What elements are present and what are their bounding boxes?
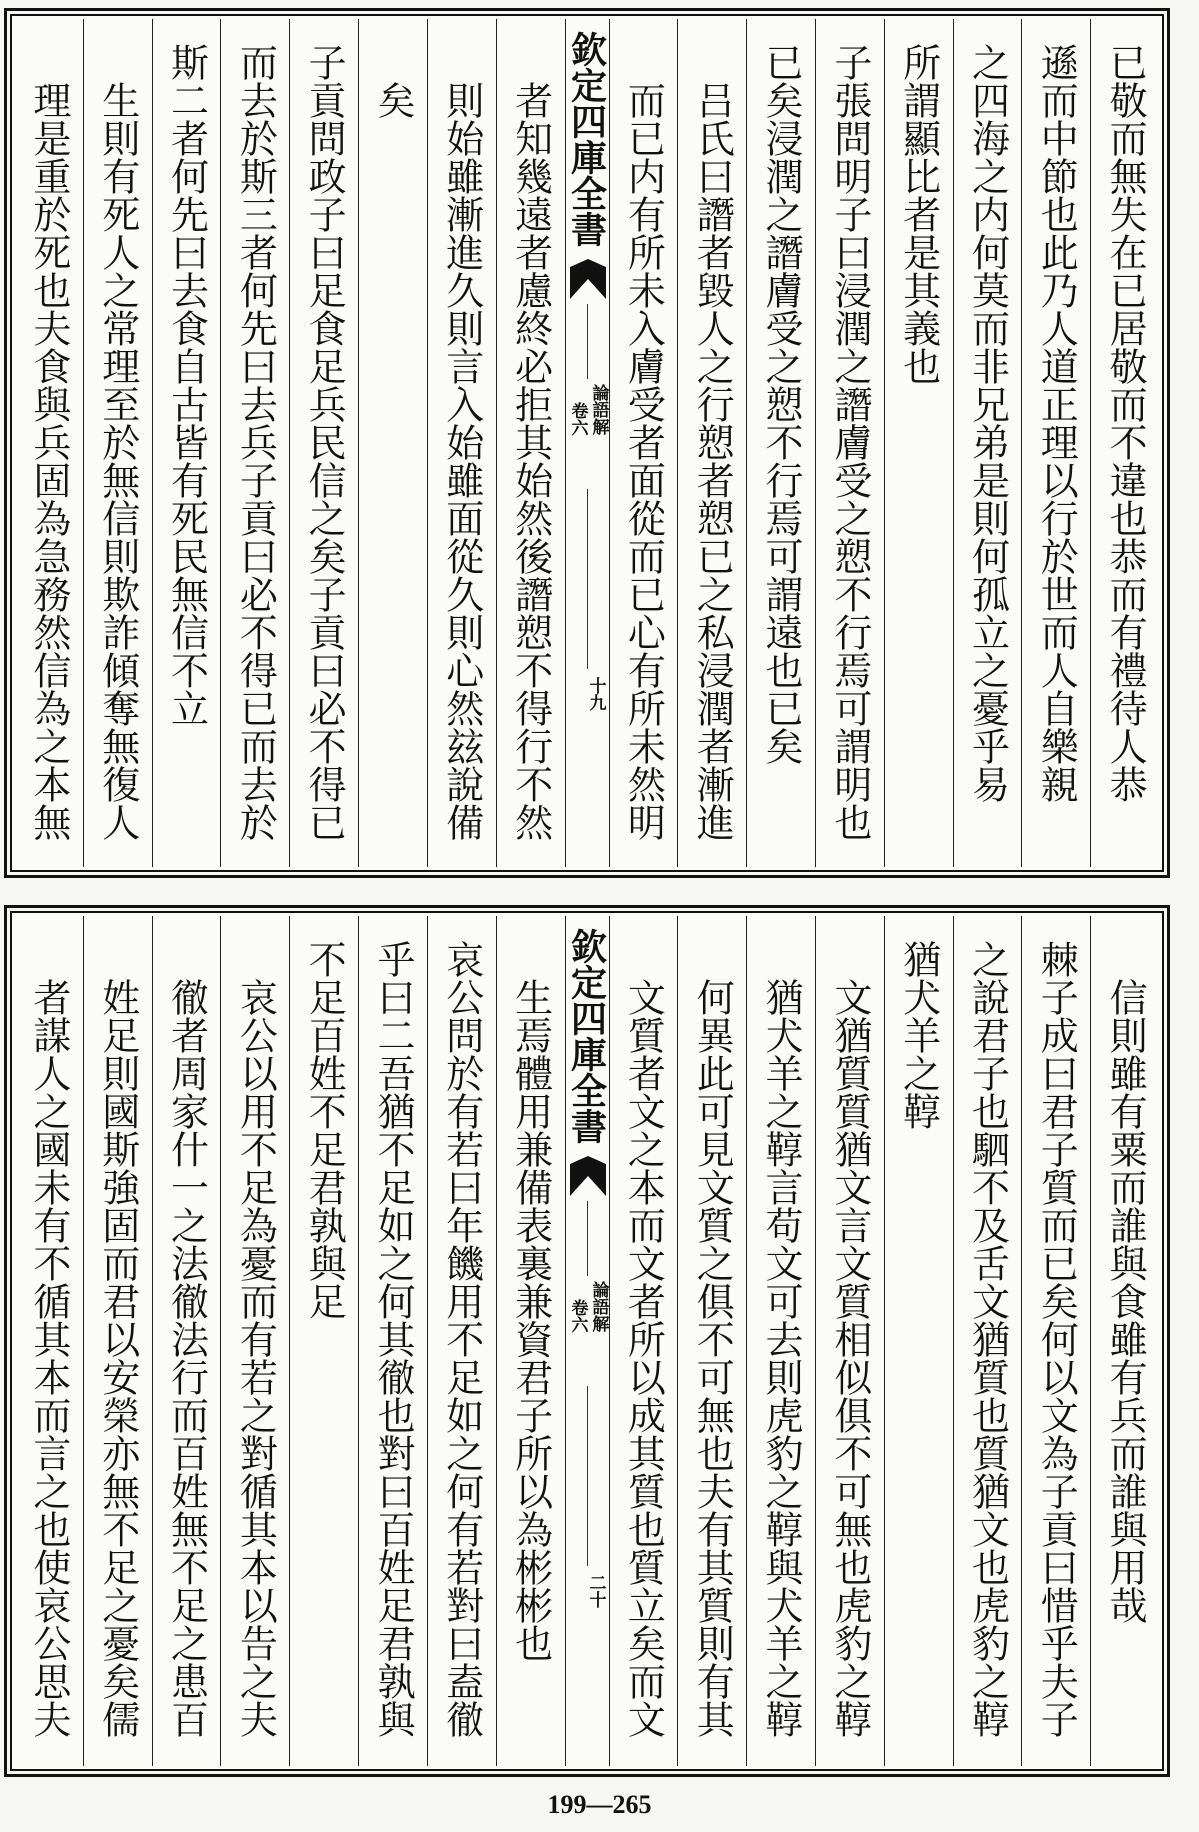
text-column <box>884 916 953 1766</box>
column-text: 哀公以用不足為憂而有若之對循其本以告之夫 <box>233 978 278 1738</box>
text-column <box>815 916 884 1766</box>
book-label <box>566 384 609 474</box>
column-text: 者謀人之國未有不循其本而言之也使哀公思夫 <box>26 978 71 1738</box>
page-number: 二十 <box>585 1574 606 1608</box>
column-text: 徹者周家什一之法徹法行而百姓無不足之患百 <box>164 978 209 1738</box>
column-text: 文質者文之本而文者所以成其質也質立矣而文 <box>621 978 666 1738</box>
text-column <box>358 916 427 1766</box>
text-column <box>15 916 83 1766</box>
column-text: 何異此可見文質之俱不可無也夫有其質則有其 <box>690 978 735 1738</box>
text-column <box>609 19 678 867</box>
bottom-page-columns <box>15 916 1159 1766</box>
column-text: 而去於斯三者何先曰去兵子貢曰必不得已而去於 <box>233 43 278 841</box>
book-title: 論語解 <box>588 1281 609 1332</box>
column-text: 所謂顯比者是其義也 <box>896 43 941 385</box>
text-column <box>220 916 289 1766</box>
column-text: 之說君子也駟不及舌文猶質也質猶文也虎豹之鞟 <box>965 940 1010 1738</box>
fish-tail-mark-icon <box>570 259 606 299</box>
column-text: 而已内有所未入膚受者面從而已心有所未然明 <box>621 81 666 841</box>
text-column <box>83 19 152 867</box>
volume-label: 卷六 <box>567 402 588 436</box>
bottom-page <box>4 905 1170 1777</box>
column-text: 已敬而無失在已居敬而不違也恭而有禮待人恭 <box>1103 43 1148 803</box>
fold-rule <box>587 304 588 379</box>
text-column <box>427 916 496 1766</box>
page-reference: 199—265 <box>547 1790 652 1819</box>
column-text: 子張問明子曰浸潤之譖膚受之愬不行焉可謂明也 <box>827 43 872 841</box>
column-text: 之四海之内何莫而非兄弟是則何孤立之憂乎易 <box>965 43 1010 803</box>
fold-rule <box>587 489 588 669</box>
column-text: 信則雖有粟而誰與食雖有兵而誰與用哉 <box>1103 978 1148 1624</box>
text-column <box>427 19 496 867</box>
column-text: 猶犬羊之鞟 <box>896 940 941 1130</box>
text-column <box>1021 916 1090 1766</box>
fish-tail-mark-icon <box>570 1156 606 1196</box>
text-column <box>496 19 565 867</box>
text-column <box>1090 19 1159 867</box>
column-text: 乎曰二吾猶不足如之何其徹也對曰百姓足君孰與 <box>370 940 415 1738</box>
text-column <box>289 916 358 1766</box>
text-column <box>289 19 358 867</box>
column-text: 斯二者何先曰去食自古皆有死民無信不立 <box>164 43 209 727</box>
text-column <box>15 19 83 867</box>
text-column <box>609 916 678 1766</box>
text-column <box>677 19 746 867</box>
column-text: 生則有死人之常理至於無信則欺詐傾奪無復人 <box>95 81 140 841</box>
column-text: 則始雖漸進久則言入始雖面從久則心然玆說備 <box>439 81 484 841</box>
text-column <box>83 916 152 1766</box>
text-column <box>1090 916 1159 1766</box>
column-text: 子貢問政子曰足食足兵民信之矣子貢曰必不得已 <box>302 43 347 841</box>
collection-title: 欽定四庫全書 <box>565 31 608 247</box>
column-text: 姓足則國斯強固而君以安榮亦無不足之憂矣儒 <box>95 978 140 1738</box>
text-column <box>746 916 815 1766</box>
text-column <box>815 19 884 867</box>
column-text: 文猶質質猶文言文質相似俱不可無也虎豹之鞟 <box>827 978 872 1738</box>
column-text: 者知幾遠者慮終必拒其始然後譖愬不得行不然 <box>508 81 553 841</box>
collection-title: 欽定四庫全書 <box>565 928 608 1144</box>
column-text: 理是重於死也夫食與兵固為急務然信為之本無 <box>26 81 71 841</box>
text-column <box>953 916 1022 1766</box>
text-column <box>152 916 221 1766</box>
text-column <box>496 916 565 1766</box>
text-column <box>884 19 953 867</box>
text-column <box>953 19 1022 867</box>
fold-rule <box>587 1201 588 1276</box>
top-page-columns <box>15 19 1159 867</box>
column-text: 棘子成曰君子質而已矣何以文為子貢曰惜乎夫子 <box>1034 940 1079 1738</box>
center-fold <box>565 916 609 1766</box>
column-text: 遜而中節也此乃人道正理以行於世而人自樂親 <box>1034 43 1079 803</box>
column-text: 吕氏曰譖者毀人之行愬者愬已之私浸潤者漸進 <box>690 81 735 841</box>
column-text: 哀公問於有若曰年饑用不足如之何有若對曰盍徹 <box>439 940 484 1738</box>
column-text: 矣 <box>370 81 415 119</box>
fold-rule <box>587 1386 588 1566</box>
text-column <box>746 19 815 867</box>
column-text: 猶犬羊之鞟言苟文可去則虎豹之鞟與犬羊之鞟 <box>759 978 804 1738</box>
top-page <box>4 8 1170 878</box>
center-fold <box>565 19 609 867</box>
volume-label: 卷六 <box>567 1299 588 1333</box>
text-column <box>677 916 746 1766</box>
text-column <box>1021 19 1090 867</box>
text-column <box>152 19 221 867</box>
book-title: 論語解 <box>588 384 609 435</box>
text-column <box>220 19 289 867</box>
text-column <box>358 19 427 867</box>
column-text: 已矣浸潤之譖膚受之愬不行焉可謂遠也已矣 <box>759 43 804 765</box>
column-text: 生焉體用兼備表裏兼資君子所以為彬彬也 <box>508 978 553 1662</box>
book-label <box>566 1281 609 1371</box>
page-number: 十九 <box>585 677 606 711</box>
column-text: 不足百姓不足君孰與足 <box>302 940 347 1320</box>
